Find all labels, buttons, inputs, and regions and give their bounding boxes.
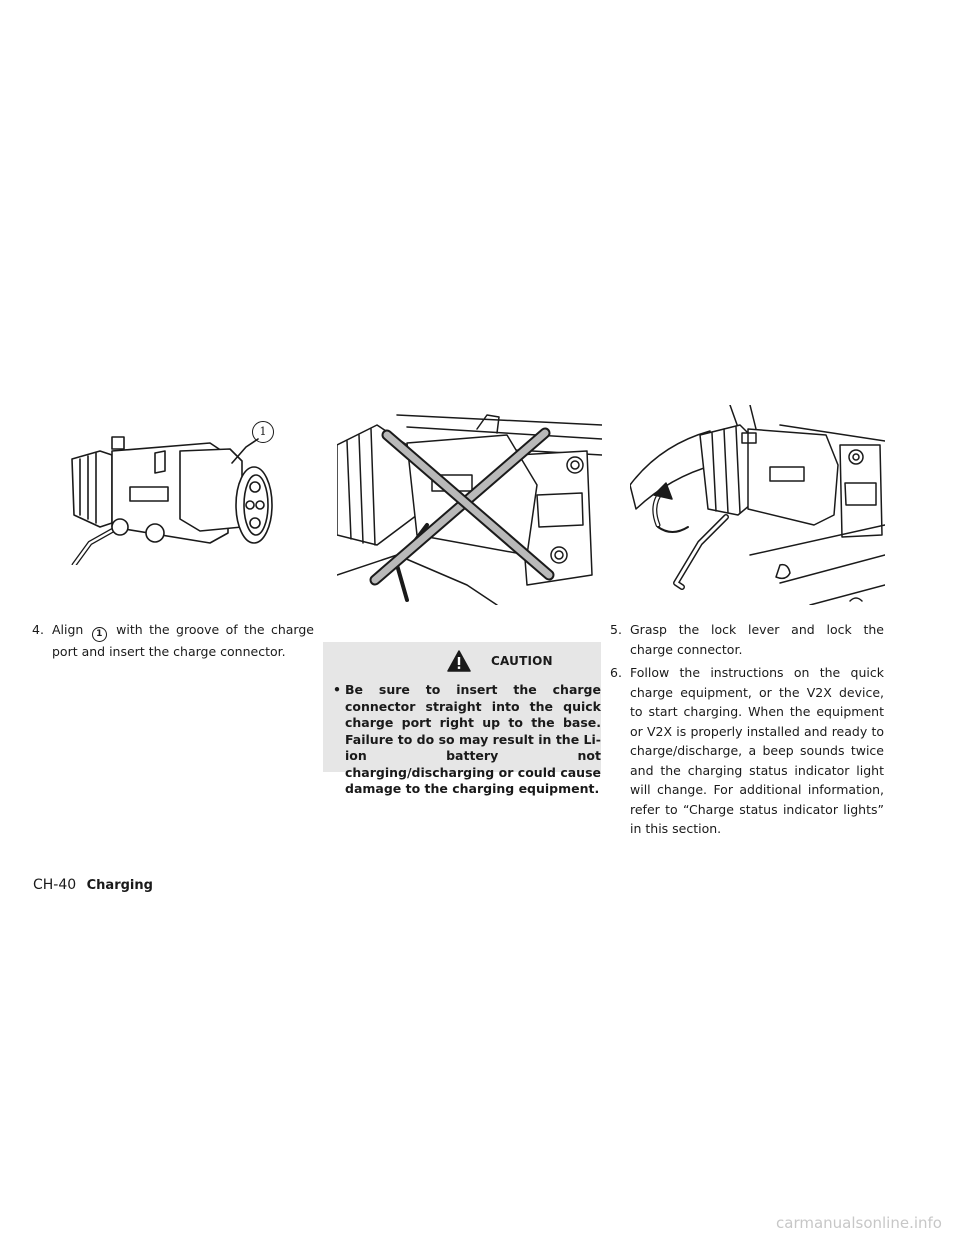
caution-text: Be sure to insert the charge connector straight into the quick charge port right up to the base. Failure to do so may result in the Li-ion battery not charging/discharging or could cause damage to the charging equipment. xyxy=(345,682,601,796)
step-5 xyxy=(610,620,884,659)
step-number: 4. xyxy=(32,622,44,637)
step-5-text: Grasp the lock lever and lock the charge connector. xyxy=(630,622,884,657)
callout-1-inline-marker: 1 xyxy=(92,627,107,642)
step-number: 6. xyxy=(610,665,622,680)
warning-triangle-icon xyxy=(447,650,471,672)
section-name: Charging xyxy=(86,878,153,893)
figure-incorrect-insertion xyxy=(337,405,602,605)
site-watermark: carmanualsonline.info xyxy=(776,1214,942,1232)
page-number: CH-40 xyxy=(33,877,77,893)
callout-1-marker xyxy=(252,421,274,443)
step-6-text: Follow the instructions on the quick charge equipment, or the V2X device, to start charging. When the equipment or V2X is properly installed and ready to charge/discharge, a beep sounds twice and the charging status indicator light will change. For additional information, refer to “Charge status indicator lights” in this section. xyxy=(630,665,884,836)
step-4-text-post: with the groove of the charge port and insert the charge connector. xyxy=(52,622,314,659)
step-4-text-pre: Align xyxy=(52,622,84,637)
page-footer xyxy=(33,877,153,893)
step-6 xyxy=(610,663,884,839)
step-4 xyxy=(32,620,314,662)
figure-charge-connector xyxy=(60,415,310,565)
caution-bullet xyxy=(333,682,601,798)
figure-lock-lever xyxy=(630,405,885,605)
caution-title: CAUTION xyxy=(491,654,553,668)
callout-1-label: 1 xyxy=(259,425,267,438)
column-left xyxy=(32,620,314,666)
caution-box xyxy=(323,642,601,796)
step-number: 5. xyxy=(610,622,622,637)
bullet-mark: • xyxy=(333,682,341,697)
caution-header xyxy=(323,650,601,674)
column-right xyxy=(610,620,884,843)
